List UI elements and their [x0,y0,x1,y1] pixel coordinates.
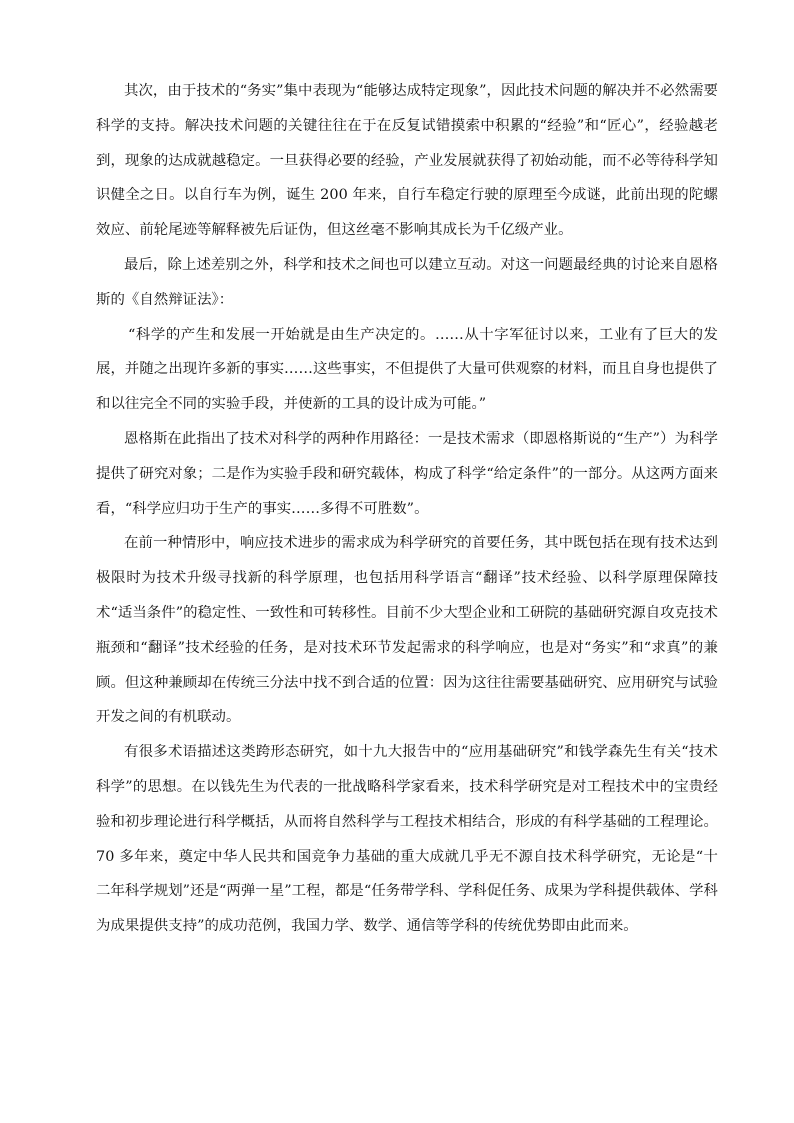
paragraph-technical-science: 有很多术语描述这类跨形态研究，如十九大报告中的“应用基础研究”和钱学森先生有关“技术科学”的思想。在以钱先生为代表的一批战略科学家看来，技术科学研究是对工程技术中的宝贵经验和初步理论进行科学概括，从而将自然科学与工程技术相结合，形成的有科学基础的工程理论。70 多年来，奠定中华人民共和国竞争力基础的重大成就几乎无不源自技术科学研究，无论是“十二年科学规划”还是“两弹一星”工程，都是“任务带学科、学科促任务、成果为学科提供载体、学科为成果提供支持”的成功范例，我国力学、数学、通信等学科的传统优势即由此而来。 [96,744,718,935]
engels-quote: “科学的产生和发展一开始就是由生产决定的。……从十字军征讨以来，工业有了巨大的发展，并随之出现许多新的事实……这些事实，不但提供了大量可供观察的材料，而且自身也提供了和以往完全不同的实验手段，并使新的工具的设计成为可能。” [96,326,718,413]
paragraph-engels-two-paths: 恩格斯在此指出了技术对科学的两种作用路径：一是技术需求（即恩格斯说的“生产”）为科学提供了研究对象；二是作为实验手段和研究载体，构成了科学“给定条件”的一部分。从这两方面来看，“科学应归功于生产的事实……多得不可胜数”。 [96,430,718,517]
paragraph-science-technology-interaction: 最后，除上述差别之外，科学和技术之间也可以建立互动。对这一问题最经典的讨论来自恩格斯的《自然辩证法》： [96,256,718,308]
paragraph-first-situation: 在前一种情形中，响应技术进步的需求成为科学研究的首要任务，其中既包括在现有技术达到极限时为技术升级寻找新的科学原理，也包括用科学语言“翻译”技术经验、以科学原理保障技术“适当条件”的稳定性、一致性和可转移性。目前不少大型企业和工研院的基础研究源自攻克技术瓶颈和“翻译”技术经验的任务，是对技术环节发起需求的科学响应，也是对“务实”和“求真”的兼顾。但这种兼顾却在传统三分法中找不到合适的位置：因为这往往需要基础研究、应用研究与试验开发之间的有机联动。 [96,535,718,726]
document-body [96,74,718,944]
paragraph-technology-practicality: 其次，由于技术的“务实”集中表现为“能够达成特定现象”，因此技术问题的解决并不必然需要科学的支持。解决技术问题的关键往往在于在反复试错摸索中积累的“经验”和“匠心”，经验越老到，现象的达成就越稳定。一旦获得必要的经验，产业发展就获得了初始动能，而不必等待科学知识健全之日。以自行车为例，诞生 200 年来，自行车稳定行驶的原理至今成谜，此前出现的陀螺效应、前轮尾迹等解释被先后证伪，但这丝毫不影响其成长为千亿级产业。 [96,83,718,239]
